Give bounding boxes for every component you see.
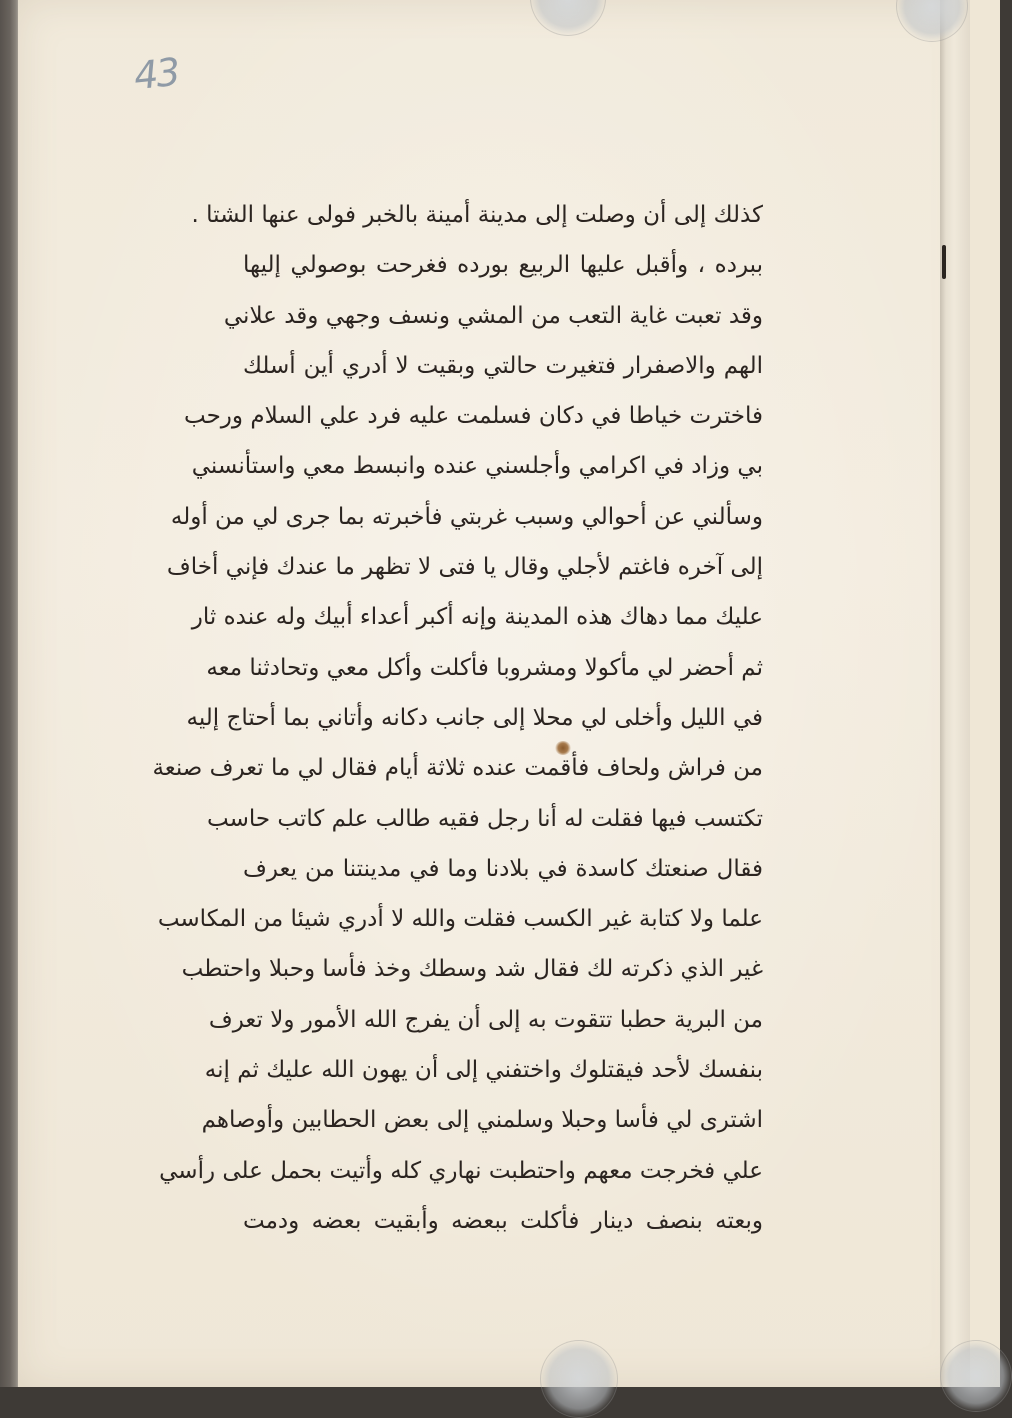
manuscript-line: الهم والاصفرار فتغيرت حالتي وبقيت لا أدري أين أسلك (243, 352, 763, 379)
manuscript-line: في الليل وأخلى لي محلا إلى جانب دكانه وأتاني بما أحتاج إليه (186, 704, 763, 731)
manuscript-line: وقد تعبت غاية التعب من المشي ونسف وجهي وقد علاني (223, 302, 763, 329)
manuscript-line: تكتسب فيها فقلت له أنا رجل فقيه طالب علم كاتب حاسب (207, 805, 763, 832)
manuscript-line: ثم أحضر لي مأكولا ومشروبا فأكلت وأكل معي وتحادثنا معه (206, 654, 763, 681)
manuscript-line: ببرده ، وأقبل عليها الربيع بورده فغرحت بوصولي إليها (243, 252, 763, 279)
manuscript-line: فقال صنعتك كاسدة في بلادنا وما في مدينتنا من يعرف (243, 855, 763, 882)
manuscript-text-block (152, 190, 763, 1246)
manuscript-line: وبعته بنصف دينار فأكلت ببعضه وأبقيت بعضه ودمت (243, 1207, 763, 1234)
gutter-ink-mark (942, 245, 946, 279)
manuscript-line: عليك مما دهاك هذه المدينة وإنه أكبر أعداء أبيك وله عنده ثار (191, 604, 763, 631)
manuscript-line: اشترى لي فأسا وحبلا وسلمني إلى بعض الحطابين وأوصاهم (201, 1107, 763, 1134)
manuscript-line: من البرية حطبا تتقوت به إلى أن يفرج الله الأمور ولا تعرف (208, 1006, 763, 1033)
manuscript-line: بي وزاد في اكرامي وأجلسني عنده وانبسط معي واستأنسني (191, 453, 763, 480)
manuscript-line: وسألني عن أحوالي وسبب غربتي فأخبرته بما جرى لي من أوله (170, 503, 763, 530)
ink-stain (555, 741, 571, 755)
manuscript-line: كذلك إلى أن وصلت إلى مدينة أمينة بالخبر فولى عنها الشتا . (191, 202, 763, 228)
manuscript-line: من فراش ولحاف فأقمت عنده ثلاثة أيام فقال لي ما تعرف صنعة (152, 755, 763, 782)
page-gutter (940, 0, 970, 1387)
manuscript-line: علي فخرجت معهم واحتطبت نهاري كله وأتيت بحمل على رأسي (159, 1157, 763, 1184)
manuscript-line: إلى آخره فاغتم لأجلي وقال يا فتى لا تظهر ما عندك فإني أخاف (166, 554, 763, 581)
manuscript-line: بنفسك لأحد فيقتلوك واختفني إلى أن يهون الله عليك ثم إنه (204, 1057, 763, 1084)
manuscript-line: فاخترت خياطا في دكان فسلمت عليه فرد علي السلام ورحب (184, 403, 763, 430)
page-number: 43 (131, 49, 181, 99)
manuscript-line: غير الذي ذكرته لك فقال شد وسطك وخذ فأسا وحبلا واحتطب (181, 956, 763, 983)
manuscript-page (18, 0, 970, 1387)
clip-mark-bottom-right (940, 1340, 1012, 1412)
manuscript-line: علما ولا كتابة غير الكسب فقلت والله لا أدري شيئا من المكاسب (157, 906, 763, 933)
clip-mark-bottom (540, 1340, 618, 1418)
